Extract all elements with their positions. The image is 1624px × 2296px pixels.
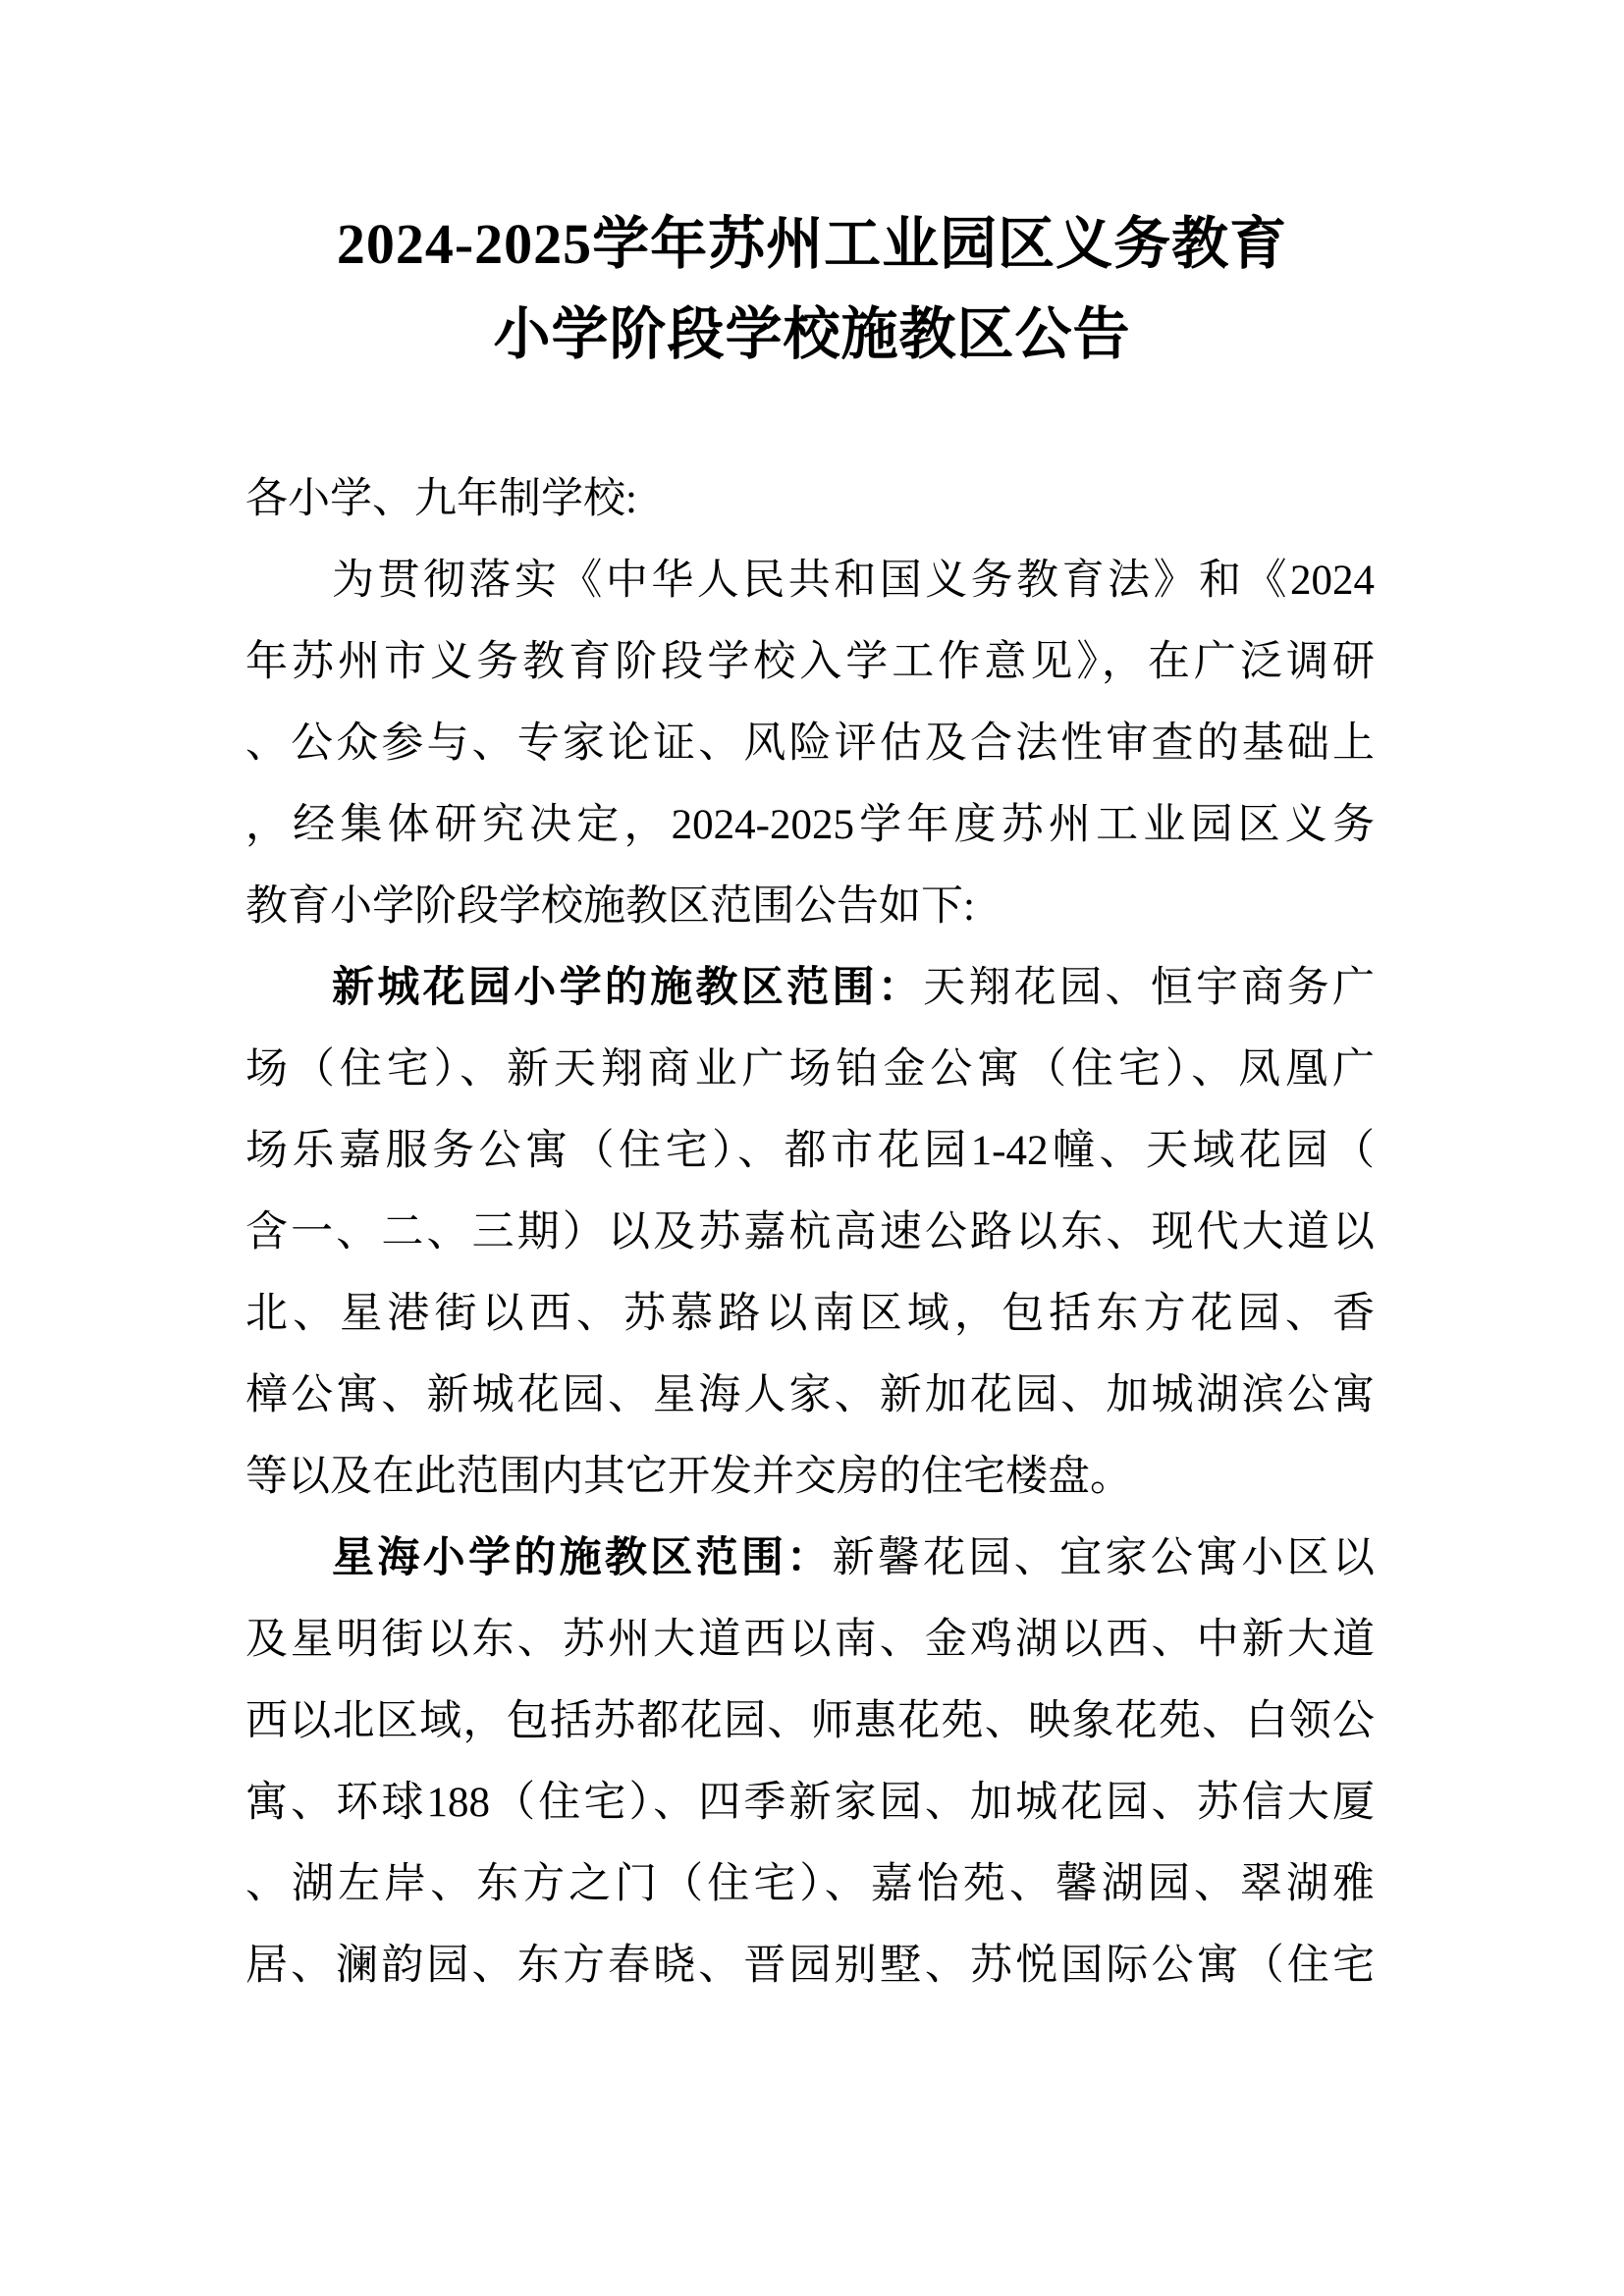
body-line-text: 各小学、九年制学校: — [245, 476, 637, 522]
school-district-heading: 新城花园小学的施教区范围： — [332, 965, 924, 1011]
body-line — [245, 784, 1375, 866]
body-line-text: 天翔花园、恒宇商务广 — [923, 965, 1376, 1011]
body-line — [245, 1925, 1375, 2006]
body-line — [245, 1599, 1375, 1681]
body-line-text: 教育小学阶段学校施教区范围公告如下: — [245, 883, 975, 930]
body-line-text: 年苏州市义务教育阶段学校入学工作意见》，在广泛调研 — [245, 639, 1375, 685]
body-line — [245, 1518, 1375, 1599]
body-line — [245, 947, 1375, 1029]
body-line-text: 等以及在此范围内其它开发并交房的住宅楼盘。 — [245, 1454, 1132, 1500]
body-line-text: 场乐嘉服务公寓（住宅）、都市花园1-42幢、天域花园（ — [245, 1128, 1375, 1174]
body-line-text: 为贯彻落实《中华人民共和国义务教育法》和《2024 — [332, 558, 1375, 604]
body-line — [245, 1355, 1375, 1436]
body-line — [245, 458, 1375, 540]
body-line-text: 寓、环球188（住宅）、四季新家园、加城花园、苏信大厦 — [245, 1780, 1375, 1826]
body-line — [245, 1762, 1375, 1843]
title-line-1: 2024-2025学年苏州工业园区义务教育 — [336, 212, 1288, 276]
body-line-text: 居、澜韵园、东方春晓、晋园别墅、苏悦国际公寓（住宅 — [245, 1943, 1375, 1989]
body-line — [245, 621, 1375, 703]
body-line-text: 、湖左岸、东方之门（住宅）、嘉怡苑、馨湖园、翠湖雅 — [245, 1861, 1375, 1907]
title-line-2: 小学阶段学校施教区公告 — [493, 302, 1131, 366]
body-line-text: 西以北区域，包括苏都花园、师惠花苑、映象花苑、白领公 — [245, 1698, 1375, 1744]
body-line-text: 、公众参与、专家论证、风险评估及合法性审查的基础上 — [245, 721, 1375, 767]
body-line-text: 樟公寓、新城花园、星海人家、新加花园、加城湖滨公寓 — [245, 1372, 1375, 1418]
body-line-text: 场（住宅）、新天翔商业广场铂金公寓（住宅）、凤凰广 — [245, 1046, 1375, 1093]
body-line — [245, 540, 1375, 621]
body-line — [245, 703, 1375, 784]
document-title — [0, 199, 1624, 380]
body-line — [245, 1436, 1375, 1518]
body-line — [245, 1029, 1375, 1110]
body-line — [245, 1192, 1375, 1273]
body-line-text: 新馨花园、宜家公寓小区以 — [832, 1535, 1375, 1581]
body-line — [245, 1681, 1375, 1762]
body-line — [245, 1273, 1375, 1355]
body-line-text: 含一、二、三期）以及苏嘉杭高速公路以东、现代大道以 — [245, 1209, 1375, 1255]
body-line-text: 及星明街以东、苏州大道西以南、金鸡湖以西、中新大道 — [245, 1617, 1375, 1663]
body-line — [245, 1843, 1375, 1925]
school-district-heading: 星海小学的施教区范围： — [332, 1535, 833, 1581]
body-line-text: 北、星港街以西、苏慕路以南区域，包括东方花园、香 — [245, 1291, 1375, 1337]
body-line-text: ，经集体研究决定，2024-2025学年度苏州工业园区义务 — [245, 802, 1375, 848]
body-line — [245, 1110, 1375, 1192]
body-line — [245, 866, 1375, 947]
document-body — [245, 458, 1375, 2006]
